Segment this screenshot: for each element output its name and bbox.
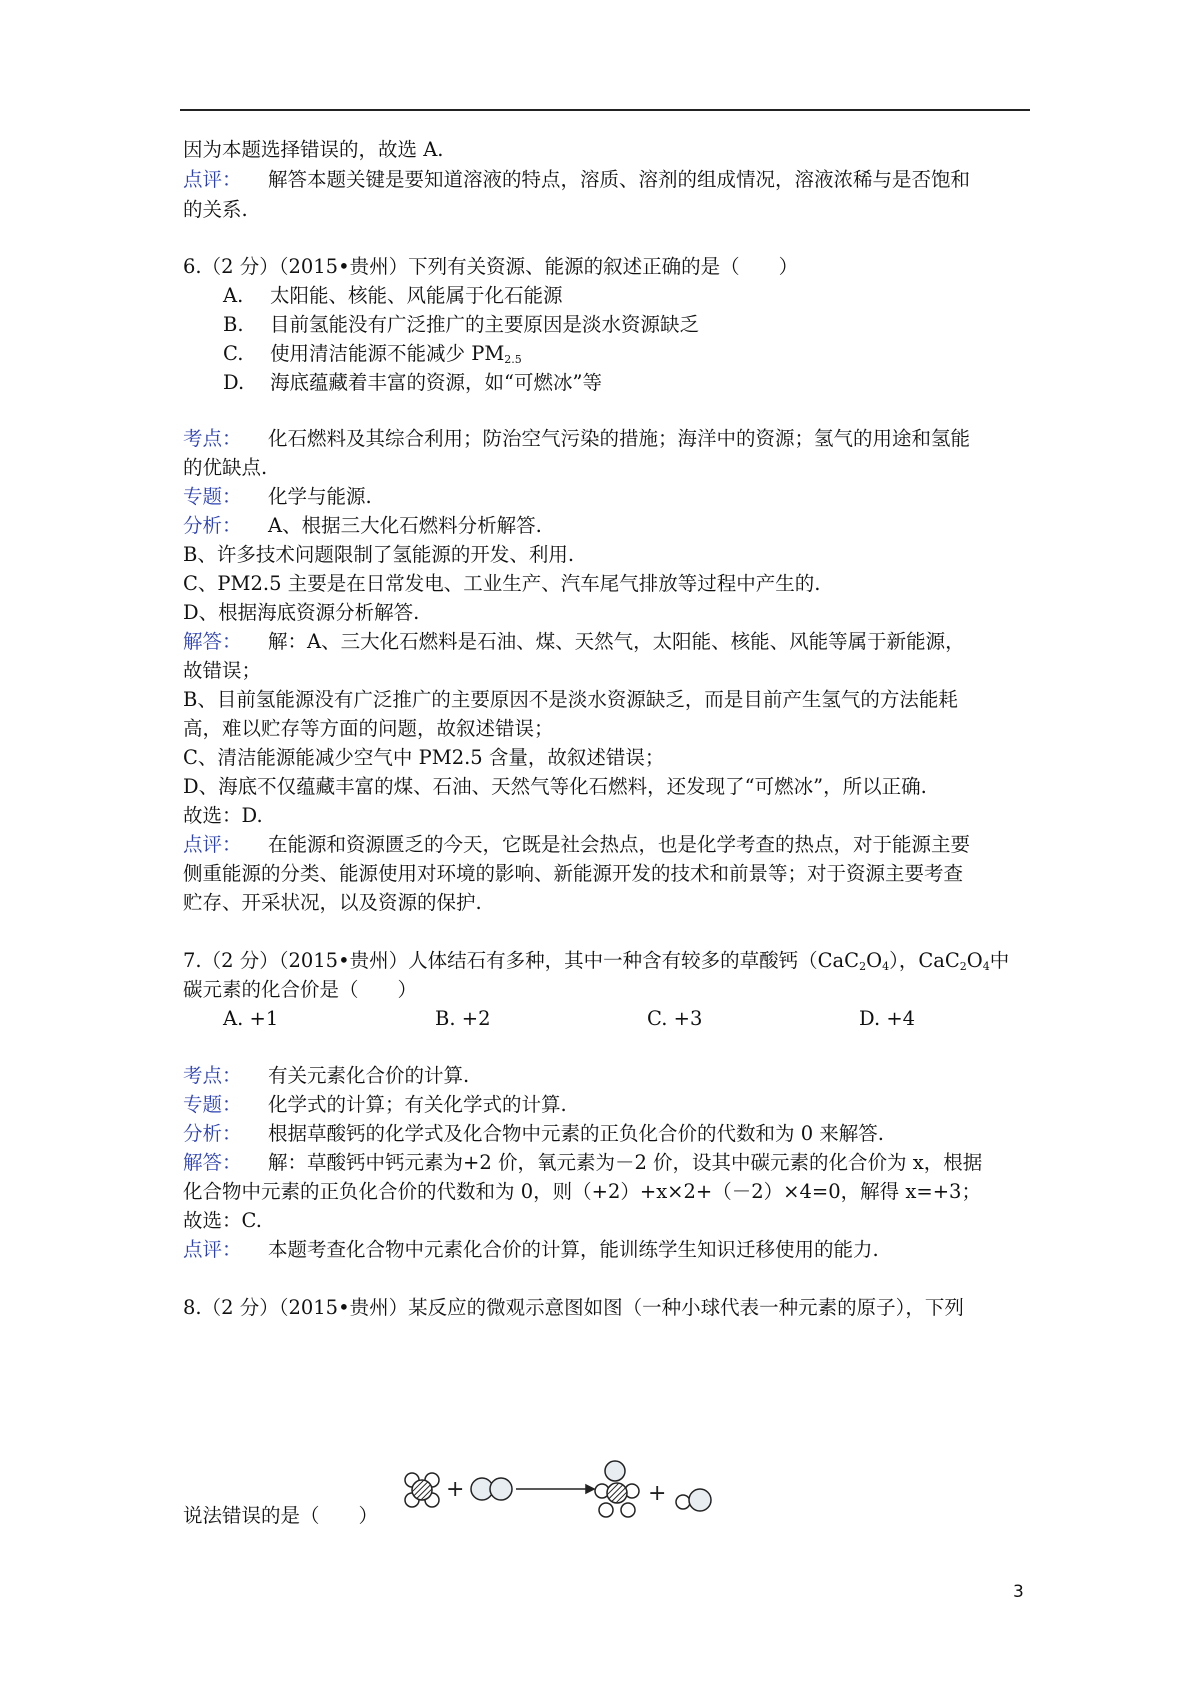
- q6-stem: 6.（2 分）（2015•贵州）下列有关资源、能源的叙述正确的是（ ）: [183, 255, 799, 278]
- q6-dianping-2: 侧重能源的分类、能源使用对环境的影响、新能源开发的技术和前景等；对于资源主要考查: [183, 862, 964, 885]
- q7-choice-b: B. +2: [435, 1007, 491, 1030]
- q7-choices: [223, 1007, 1071, 1031]
- q6-dianping-3: 贮存、开采状况，以及资源的保护.: [183, 891, 482, 914]
- q7-choice-a: A. +1: [223, 1007, 279, 1030]
- reactant-molecule-1: [405, 1473, 439, 1507]
- q7-dianping: 点评： 本题考查化合物中元素化合价的计算，能训练学生知识迁移使用的能力.: [183, 1238, 879, 1261]
- q6-option-d: D. 海底蕴藏着丰富的资源，如“可燃冰”等: [223, 371, 602, 394]
- svg-text:+: +: [648, 1481, 667, 1506]
- review-label: 点评：: [183, 168, 242, 191]
- q6-option-c: C. 使用清洁能源不能减少 $PM_{2.5}$: [223, 342, 522, 366]
- q7-jieda-2: 化合物中元素的正负化合价的代数和为 0，则（+2）+x×2+（－2）×4=0，解得 x=+3；: [183, 1180, 981, 1203]
- reactant-molecule-2: [471, 1478, 512, 1500]
- q7-choice-c: C. +3: [647, 1007, 703, 1030]
- q6-jieda: 解答： 解：A、三大化石燃料是石油、煤、天然气，太阳能、核能、风能等属于新能源，: [183, 630, 965, 653]
- prev-review-cont: 的关系.: [183, 198, 248, 221]
- q6-fenxi: 分析： A、根据三大化石燃料分析解答.: [183, 514, 542, 537]
- q8-stem: 8.（2 分）（2015•贵州）某反应的微观示意图如图（一种小球代表一种元素的原子），下列: [183, 1296, 964, 1319]
- reaction-arrow: [516, 1485, 594, 1493]
- q6-kaodian-cont: 的优缺点.: [183, 456, 268, 479]
- q8-stem-2: 说法错误的是（ ）: [183, 1504, 379, 1527]
- q6-kaodian: 考点： 化石燃料及其综合利用；防治空气污染的措施；海洋中的资源；氢气的用途和氢能: [183, 427, 971, 450]
- prev-answer-tail: 因为本题选择错误的，故选 A.: [183, 138, 444, 161]
- q7-zhuanti: 专题： 化学式的计算；有关化学式的计算.: [183, 1093, 567, 1116]
- q7-stem-2: 碳元素的化合价是（ ）: [183, 978, 418, 1001]
- reaction-diagram: [400, 1458, 730, 1528]
- q7-kaodian: 考点： 有关元素化合价的计算.: [183, 1064, 470, 1087]
- product-molecule-1: [595, 1461, 639, 1517]
- q6-dianping: 点评： 在能源和资源匮乏的今天，它既是社会热点，也是化学考查的热点，对于能源主要: [183, 833, 971, 856]
- q7-fenxi: 分析： 根据草酸钙的化学式及化合物中元素的正负化合价的代数和为 0 来解答.: [183, 1122, 885, 1145]
- header-rule: [180, 109, 1030, 111]
- q6-jieda-5: C、清洁能源能减少空气中 PM2.5 含量，故叙述错误；: [183, 746, 665, 769]
- q6-jieda-2: 故错误；: [183, 659, 262, 682]
- q6-jieda-4: 高，难以贮存等方面的问题，故叙述错误；: [183, 717, 554, 740]
- q7-jieda: 解答： 解：草酸钙中钙元素为+2 价，氧元素为－2 价，设其中碳元素的化合价为 x，根据: [183, 1151, 983, 1174]
- q7-stem: 7.（2 分）（2015•贵州）人体结石有多种，其中一种含有较多的草酸钙$(CaC_2O_4)$，$CaC_2O_4$中: [183, 949, 1010, 973]
- q6-fenxi-b: B、许多技术问题限制了氢能源的开发、利用.: [183, 543, 575, 566]
- q6-zhuanti: 专题： 化学与能源.: [183, 485, 372, 508]
- product-molecule-2: [676, 1489, 711, 1511]
- q6-fenxi-c: C、PM2.5 主要是在日常发电、工业生产、汽车尾气排放等过程中产生的.: [183, 572, 821, 595]
- q6-fenxi-d: D、根据海底资源分析解答.: [183, 601, 420, 624]
- q6-jieda-7: 故选：D.: [183, 804, 263, 827]
- page-number: 3: [1013, 1582, 1024, 1602]
- svg-text:+: +: [446, 1477, 465, 1502]
- q6-jieda-3: B、目前氢能源没有广泛推广的主要原因不是淡水资源缺乏，而是目前产生氢气的方法能耗: [183, 688, 958, 711]
- q7-jieda-3: 故选：C.: [183, 1209, 262, 1232]
- q6-option-b: B. 目前氢能没有广泛推广的主要原因是淡水资源缺乏: [223, 313, 700, 336]
- prev-review: 点评： 解答本题关键是要知道溶液的特点，溶质、溶剂的组成情况，溶液浓稀与是否饱和: [183, 168, 971, 191]
- q6-option-a: A. 太阳能、核能、风能属于化石能源: [223, 284, 563, 307]
- q7-choice-d: D. +4: [859, 1007, 916, 1030]
- q6-jieda-6: D、海底不仅蕴藏丰富的煤、石油、天然气等化石燃料，还发现了“可燃冰”，所以正确.: [183, 775, 927, 798]
